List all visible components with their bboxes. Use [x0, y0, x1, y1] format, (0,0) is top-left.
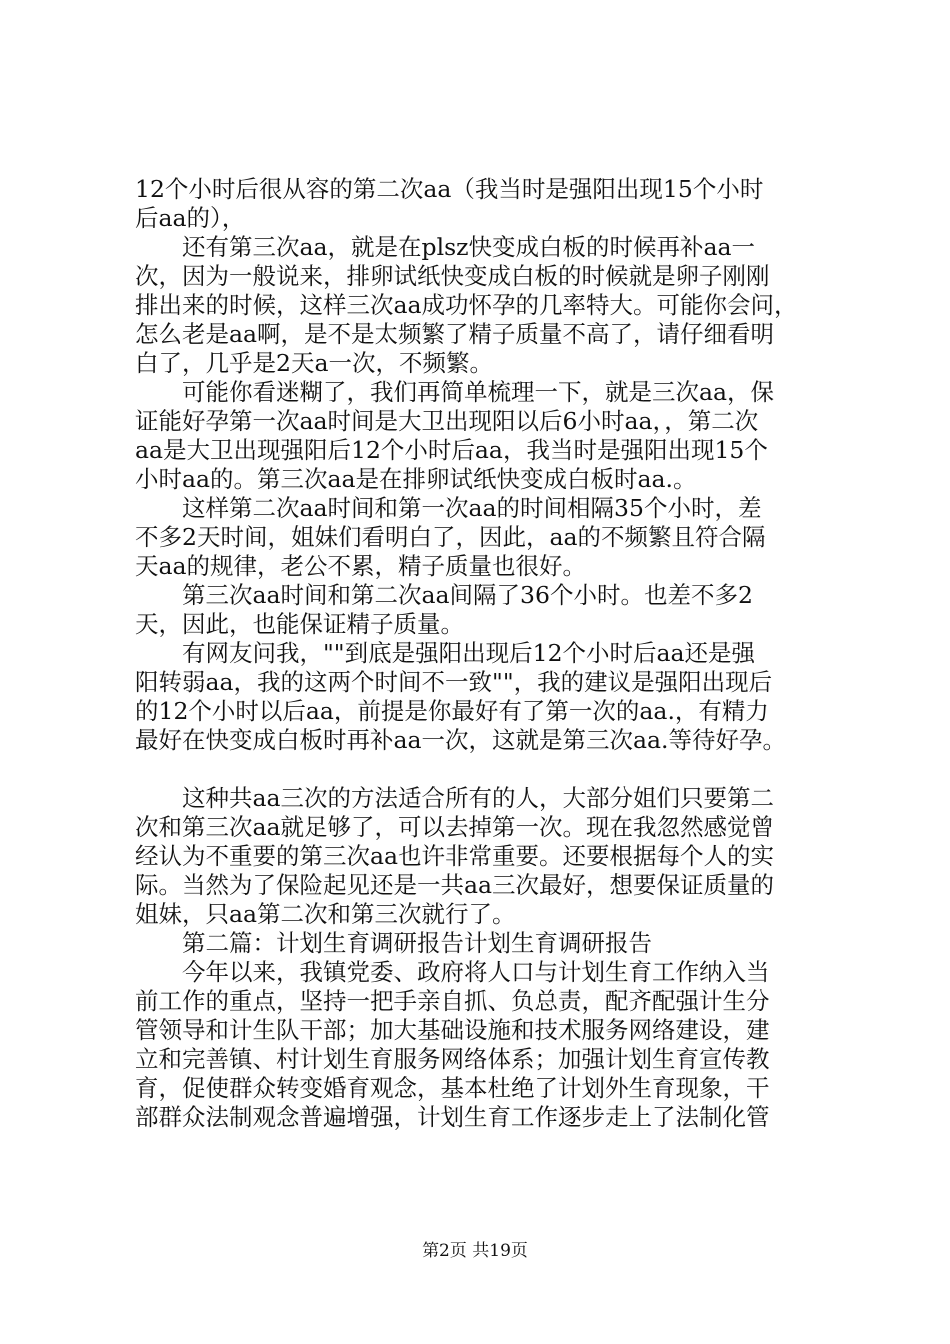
text-line: 次和第三次aa就足够了，可以去掉第一次。现在我忽然感觉曾 — [135, 813, 775, 841]
text-line: 后aa的）， — [135, 204, 246, 232]
text-line: 这种共aa三次的方法适合所有的人，大部分姐们只要第二 — [182, 784, 775, 812]
text-line: 经认为不重要的第三次aa也许非常重要。还要根据每个人的实 — [135, 842, 775, 870]
text-line: aa是大卫出现强阳后12个小时后aa，我当时是强阳出现15个 — [135, 436, 768, 464]
text-line: 天，因此，也能保证精子质量。 — [135, 610, 464, 638]
text-line: 前工作的重点，坚持一把手亲自抓、负总责，配齐配强计生分 — [135, 987, 770, 1015]
text-line: 排出来的时候，这样三次aa成功怀孕的几率特大。可能你会问， — [135, 291, 798, 319]
text-line: 这样第二次aa时间和第一次aa的时间相隔35个小时，差 — [182, 494, 762, 522]
blank-line — [135, 755, 831, 784]
text-line: 证能好孕第一次aa时间是大卫出现阳以后6小时aa，，第二次 — [135, 407, 759, 435]
text-line: 第二篇：计划生育调研报告计划生育调研报告 — [182, 929, 652, 957]
text-line: 阳转弱aa，我的这两个时间不一致""，我的建议是强阳出现后 — [135, 668, 773, 696]
text-line: 天aa的规律，老公不累，精子质量也很好。 — [135, 552, 587, 580]
text-line: 可能你看迷糊了，我们再简单梳理一下，就是三次aa，保 — [182, 378, 775, 406]
text-line: 的12个小时以后aa，前提是你最好有了第一次的aa.，有精力 — [135, 697, 769, 725]
text-line: 次，因为一般说来，排卵试纸快变成白板的时候就是卵子刚刚 — [135, 262, 770, 290]
text-line: 立和完善镇、村计划生育服务网络体系；加强计划生育宣传教 — [135, 1045, 770, 1073]
text-line: 不多2天时间，姐妹们看明白了，因此，aa的不频繁且符合隔 — [135, 523, 766, 551]
page-footer: 第2页 共19页 — [422, 1241, 528, 1261]
text-line: 育，促使群众转变婚育观念，基本杜绝了计划外生育现象，干 — [135, 1074, 770, 1102]
text-line: 姐妹，只aa第二次和第三次就行了。 — [135, 900, 516, 928]
text-line: 今年以来，我镇党委、政府将人口与计划生育工作纳入当 — [182, 958, 770, 986]
text-line: 白了，几乎是2天a一次，不频繁。 — [135, 349, 493, 377]
text-line: 怎么老是aa啊，是不是太频繁了精子质量不高了，请仔细看明 — [135, 320, 775, 348]
text-line: 还有第三次aa，就是在plsz快变成白板的时候再补aa一 — [182, 233, 756, 261]
text-line: 最好在快变成白板时再补aa一次，这就是第三次aa.等待好孕。 — [135, 726, 787, 754]
text-line: 小时aa的。第三次aa是在排卵试纸快变成白板时aa.。 — [135, 465, 697, 493]
document-body — [135, 175, 831, 1132]
text-line: 第三次aa时间和第二次aa间隔了36个小时。也差不多2 — [182, 581, 753, 609]
text-line: 部群众法制观念普遍增强，计划生育工作逐步走上了法制化管 — [135, 1103, 770, 1131]
text-line: 管领导和计生队干部；加大基础设施和技术服务网络建设，建 — [135, 1016, 770, 1044]
text-line: 有网友问我，""到底是强阳出现后12个小时后aa还是强 — [182, 639, 756, 667]
text-line: 12个小时后很从容的第二次aa（我当时是强阳出现15个小时 — [135, 175, 764, 203]
text-line: 际。当然为了保险起见还是一共aa三次最好，想要保证质量的 — [135, 871, 775, 899]
